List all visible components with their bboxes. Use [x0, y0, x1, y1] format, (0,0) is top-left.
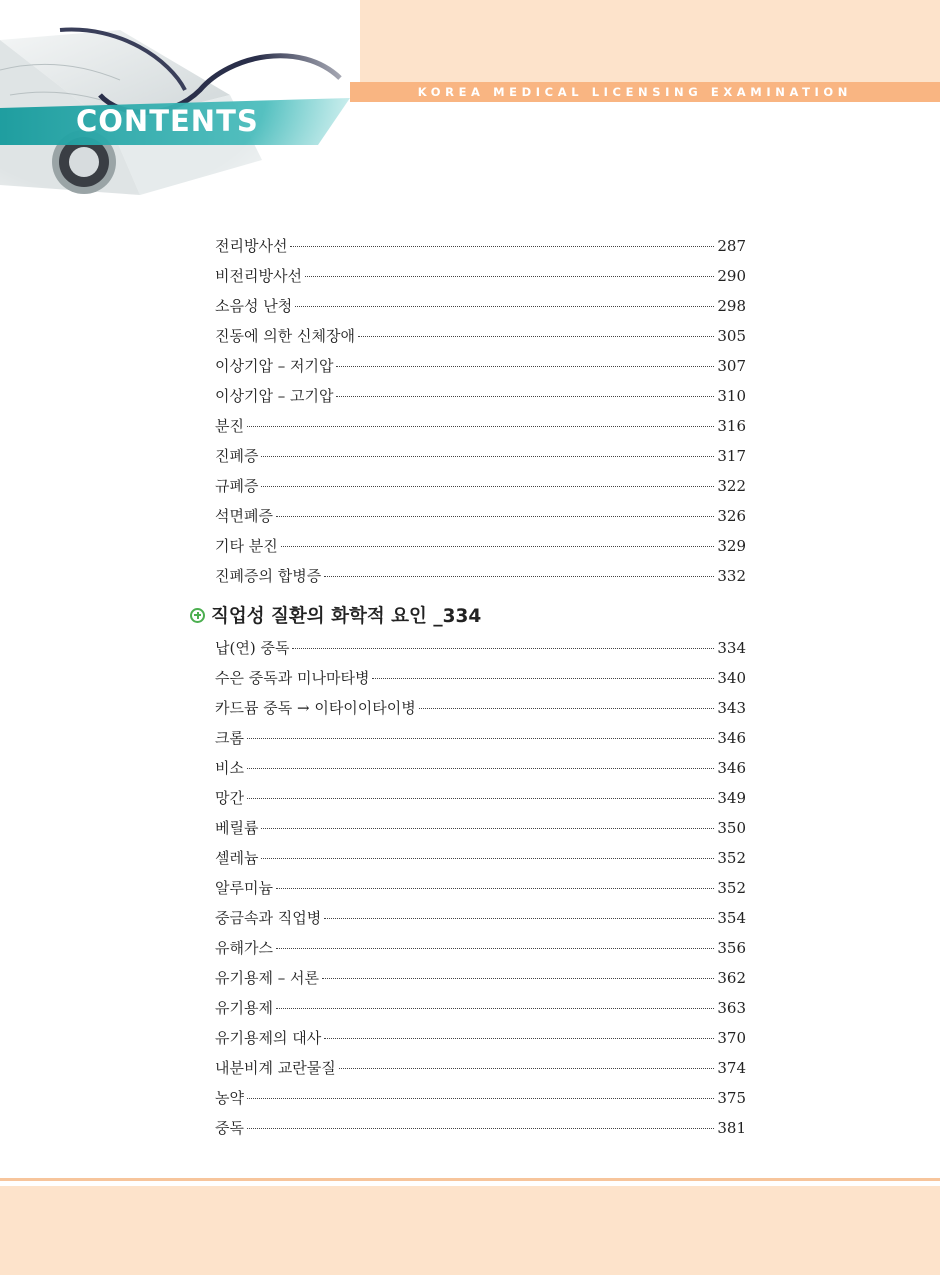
- toc-entry[interactable]: [215, 817, 746, 839]
- toc-entry[interactable]: [215, 505, 746, 527]
- toc-entry[interactable]: [215, 475, 746, 497]
- toc-entry-page: 375: [717, 1089, 746, 1107]
- toc-entry-page: 317: [717, 447, 746, 465]
- dot-leader: [336, 366, 714, 367]
- toc-entry-label: 크롬: [215, 729, 244, 747]
- toc-entry-page: 374: [717, 1059, 746, 1077]
- section-heading: [190, 602, 481, 628]
- toc-entry[interactable]: [215, 385, 746, 407]
- toc-entry[interactable]: [215, 787, 746, 809]
- toc-entry-page: 316: [717, 417, 746, 435]
- toc-entry[interactable]: [215, 325, 746, 347]
- toc-entry-page: 322: [717, 477, 746, 495]
- dot-leader: [372, 678, 714, 679]
- toc-entry[interactable]: [215, 1027, 746, 1049]
- toc-entry-page: 329: [717, 537, 746, 555]
- toc-entry-page: 343: [717, 699, 746, 717]
- toc-entry-label: 비전리방사선: [215, 267, 302, 285]
- toc-entry-label: 중금속과 직업병: [215, 909, 322, 927]
- dot-leader: [261, 828, 714, 829]
- toc-entry-label: 농약: [215, 1089, 244, 1107]
- dot-leader: [292, 648, 714, 649]
- dot-leader: [322, 978, 714, 979]
- toc-entry-label: 유기용제: [215, 999, 273, 1017]
- toc-entry[interactable]: [215, 637, 746, 659]
- dot-leader: [336, 396, 714, 397]
- dot-leader: [247, 1098, 714, 1099]
- dot-leader: [324, 576, 714, 577]
- toc-entry[interactable]: [215, 265, 746, 287]
- toc-entry-label: 카드뮴 중독 → 이타이이타이병: [215, 699, 416, 717]
- toc-entry[interactable]: [215, 355, 746, 377]
- toc-entry-page: 290: [717, 267, 746, 285]
- dot-leader: [339, 1068, 715, 1069]
- plus-circle-icon: [190, 608, 205, 623]
- toc-entry-label: 알루미늄: [215, 879, 273, 897]
- toc-entry[interactable]: [215, 937, 746, 959]
- dot-leader: [276, 888, 714, 889]
- toc-entry-page: 362: [717, 969, 746, 987]
- toc-entry-page: 287: [717, 237, 746, 255]
- toc-entry-page: 346: [717, 729, 746, 747]
- dot-leader: [247, 738, 714, 739]
- toc-entry[interactable]: [215, 997, 746, 1019]
- footer-band: [0, 1186, 940, 1275]
- toc-entry-label: 유기용제의 대사: [215, 1029, 322, 1047]
- toc-entry-label: 진동에 의한 신체장애: [215, 327, 355, 345]
- toc-entry-page: 346: [717, 759, 746, 777]
- toc-entry-label: 내분비계 교란물질: [215, 1059, 336, 1077]
- toc-entry-label: 베릴륨: [215, 819, 259, 837]
- dot-leader: [261, 858, 714, 859]
- dot-leader: [247, 426, 714, 427]
- toc-entry-label: 망간: [215, 789, 244, 807]
- toc-entry-label: 진폐증의 합병증: [215, 567, 322, 585]
- toc-entry-label: 이상기압 – 저기압: [215, 357, 334, 375]
- toc-entry-page: 298: [717, 297, 746, 315]
- toc-entry-label: 수은 중독과 미나마타병: [215, 669, 370, 687]
- toc-entry-page: 350: [717, 819, 746, 837]
- toc-entry-label: 전리방사선: [215, 237, 288, 255]
- dot-leader: [281, 546, 715, 547]
- dot-leader: [247, 768, 714, 769]
- toc-entry-label: 납(연) 중독: [215, 639, 290, 657]
- toc-entry-label: 분진: [215, 417, 244, 435]
- toc-entry[interactable]: [215, 757, 746, 779]
- toc-entry-page: 326: [717, 507, 746, 525]
- toc-entry-page: 352: [717, 879, 746, 897]
- toc-entry[interactable]: [215, 235, 746, 257]
- footer-line: [0, 1178, 940, 1181]
- toc-entry[interactable]: [215, 1087, 746, 1109]
- toc-entry-label: 이상기압 – 고기압: [215, 387, 334, 405]
- contents-title: CONTENTS: [76, 104, 259, 138]
- dot-leader: [247, 798, 714, 799]
- toc-entry[interactable]: [215, 1117, 746, 1139]
- toc-entry-label: 석면폐증: [215, 507, 273, 525]
- toc-entry-label: 유해가스: [215, 939, 273, 957]
- toc-entry-label: 비소: [215, 759, 244, 777]
- toc-entry[interactable]: [215, 415, 746, 437]
- toc-entry[interactable]: [215, 295, 746, 317]
- toc-entry-page: 349: [717, 789, 746, 807]
- toc-entry-label: 중독: [215, 1119, 244, 1137]
- toc-entry-page: 354: [717, 909, 746, 927]
- toc-entry[interactable]: [215, 967, 746, 989]
- toc-entry-page: 363: [717, 999, 746, 1017]
- toc-entry-label: 진폐증: [215, 447, 259, 465]
- toc-entry-page: 356: [717, 939, 746, 957]
- header-strip: [350, 82, 940, 102]
- toc-entry[interactable]: [215, 907, 746, 929]
- header-tagline: KOREA MEDICAL LICENSING EXAMINATION: [417, 85, 852, 99]
- toc-entry-page: 370: [717, 1029, 746, 1047]
- dot-leader: [247, 1128, 714, 1129]
- dot-leader: [295, 306, 714, 307]
- toc-entry[interactable]: [215, 727, 746, 749]
- toc-entry-page: 352: [717, 849, 746, 867]
- toc-entry-page: 332: [717, 567, 746, 585]
- dot-leader: [290, 246, 714, 247]
- toc-entry[interactable]: [215, 847, 746, 869]
- dot-leader: [305, 276, 714, 277]
- toc-entry-label: 유기용제 – 서론: [215, 969, 319, 987]
- toc-entry-label: 기타 분진: [215, 537, 278, 555]
- toc-entry-label: 규폐증: [215, 477, 259, 495]
- toc-entry-label: 셀레늄: [215, 849, 259, 867]
- section-title: 직업성 질환의 화학적 요인 _334: [211, 606, 482, 627]
- dot-leader: [276, 516, 714, 517]
- toc-entry-page: 334: [717, 639, 746, 657]
- dot-leader: [261, 456, 714, 457]
- toc-entry[interactable]: [215, 565, 746, 587]
- dot-leader: [324, 1038, 714, 1039]
- dot-leader: [419, 708, 715, 709]
- toc-entry-page: 381: [717, 1119, 746, 1137]
- toc-entry[interactable]: [215, 667, 746, 689]
- dot-leader: [276, 1008, 714, 1009]
- toc-entry[interactable]: [215, 1057, 746, 1079]
- toc-entry-page: 307: [717, 357, 746, 375]
- toc-entry[interactable]: [215, 877, 746, 899]
- toc-entry-page: 310: [717, 387, 746, 405]
- toc-entry-page: 340: [717, 669, 746, 687]
- dot-leader: [276, 948, 714, 949]
- toc-entry-label: 소음성 난청: [215, 297, 293, 315]
- toc-entry[interactable]: [215, 445, 746, 467]
- toc-entry-page: 305: [717, 327, 746, 345]
- dot-leader: [358, 336, 714, 337]
- dot-leader: [261, 486, 714, 487]
- toc-entry[interactable]: [215, 535, 746, 557]
- toc-entry[interactable]: [215, 697, 746, 719]
- dot-leader: [324, 918, 714, 919]
